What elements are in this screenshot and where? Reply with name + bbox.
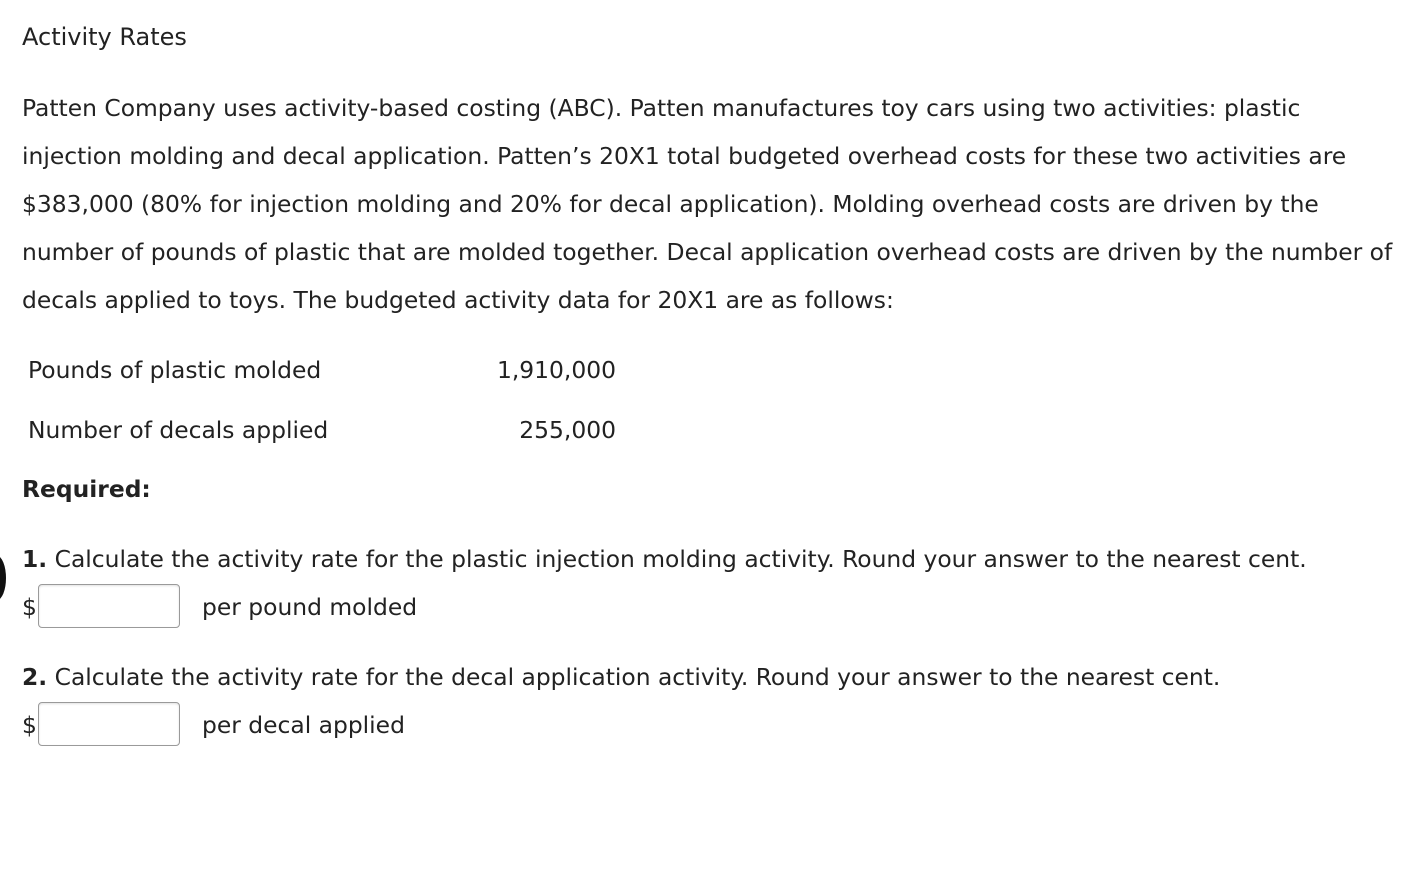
currency-symbol: $ xyxy=(22,593,37,621)
molding-rate-input[interactable] xyxy=(38,584,180,628)
question-number: 2. xyxy=(22,663,48,691)
table-row xyxy=(28,340,616,400)
table-row xyxy=(28,400,616,460)
left-edge-marker xyxy=(0,556,6,600)
decal-rate-input[interactable] xyxy=(38,702,180,746)
currency-symbol: $ xyxy=(22,711,37,739)
question-2 xyxy=(22,662,1220,692)
activity-value: 1,910,000 xyxy=(496,356,616,384)
page-title: Activity Rates xyxy=(22,23,187,51)
activity-label: Number of decals applied xyxy=(28,416,329,444)
question-text: Calculate the activity rate for the decal application activity. Round your answer to the nearest cent. xyxy=(54,663,1221,691)
question-number: 1. xyxy=(22,545,48,573)
question-1 xyxy=(22,544,1307,574)
activity-data-table xyxy=(28,340,616,460)
question-text: Calculate the activity rate for the plastic injection molding activity. Round your answer to the nearest cent. xyxy=(54,545,1307,573)
required-heading: Required: xyxy=(22,475,151,503)
unit-label: per pound molded xyxy=(202,593,418,621)
problem-description: Patten Company uses activity-based costing (ABC). Patten manufactures toy cars using two activities: plastic injection molding and decal application. Patten’s 20X1 total budgeted overhead costs for these two activities are $383,000 (80% for injection molding and 20% for decal application). Molding overhead costs are driven by the number of pounds of plastic that are molded together. Decal application overhead costs are driven by the number of decals applied to toys. The budgeted activity data for 20X1 are as follows: xyxy=(22,94,1393,314)
unit-label: per decal applied xyxy=(202,711,405,739)
activity-label: Pounds of plastic molded xyxy=(28,356,322,384)
activity-value: 255,000 xyxy=(519,416,616,444)
